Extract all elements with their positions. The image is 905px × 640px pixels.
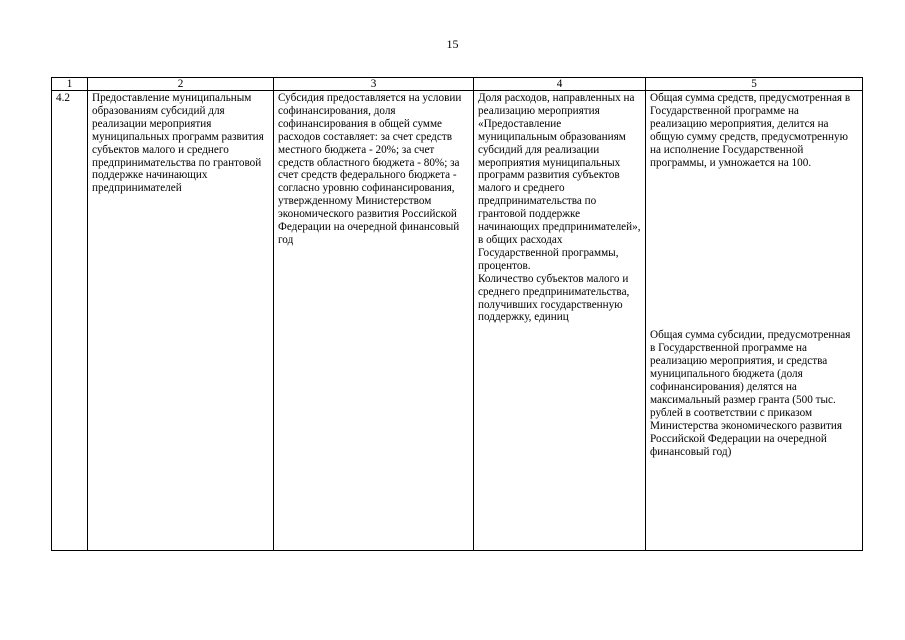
cell-row-number: 4.2 xyxy=(52,91,88,551)
cell-cofinancing-conditions xyxy=(274,91,474,551)
indicator-table xyxy=(51,77,863,551)
cell-indicators xyxy=(474,91,646,551)
header-col-2: 2 xyxy=(88,78,274,91)
header-col-5: 5 xyxy=(646,78,863,91)
indicator-share-text: Доля расходов, направленных на реализацию мероприятия «Предоставление муниципальным образованиям субсидий для реализации мероприятия муниципальных программ развития субъектов малого и среднего предпринимательства по грантовой поддержке начинающих предпринимателей», в общих расходах Государственной программы, процентов. xyxy=(478,92,641,272)
header-col-1: 1 xyxy=(52,78,88,91)
calc-share-text: Общая сумма средств, предусмотренная в Государственной программе на реализацию мероприятия, делится на общую сумму средств, предусмотренную на исполнение Государственной программы, и умножается на 100. xyxy=(650,92,851,169)
cell-calculation-method xyxy=(646,91,863,551)
measure-name-text: Предоставление муниципальным образованиям субсидий для реализации мероприятия муниципальных программ развития субъектов малого и среднего предпринимательства по грантовой поддержке начинающих предпринимателей xyxy=(92,92,264,195)
calc-count-text: Общая сумма субсидии, предусмотренная в Государственной программе на реализацию мероприятия, и средства муниципального бюджета (доля софинансирования) делятся на максимальный размер гранта (500 тыс. рублей в соответствии с приказом Министерства экономического развития Российской Федерации на очередной финансовый год) xyxy=(650,329,851,458)
table-header-row xyxy=(52,78,863,91)
indicator-count-text: Количество субъектов малого и среднего предпринимательства, получивших государственную поддержку, единиц xyxy=(478,272,630,324)
table-row xyxy=(52,91,863,551)
cell-measure-name xyxy=(88,91,274,551)
page-number: 15 xyxy=(446,37,459,51)
cofinancing-text: Субсидия предоставляется на условии софинансирования, доля софинансирования в общей сумме расходов составляет: за счет средств местного бюджета - 20%; за счет средств областного бюджета - 80%; за счет средств федерального бюджета - согласно уровню софинансирования, утвержденному Министерством экономического развития Российской Федерации на очередной финансовый год xyxy=(278,92,462,246)
header-col-4: 4 xyxy=(474,78,646,91)
header-col-3: 3 xyxy=(274,78,474,91)
